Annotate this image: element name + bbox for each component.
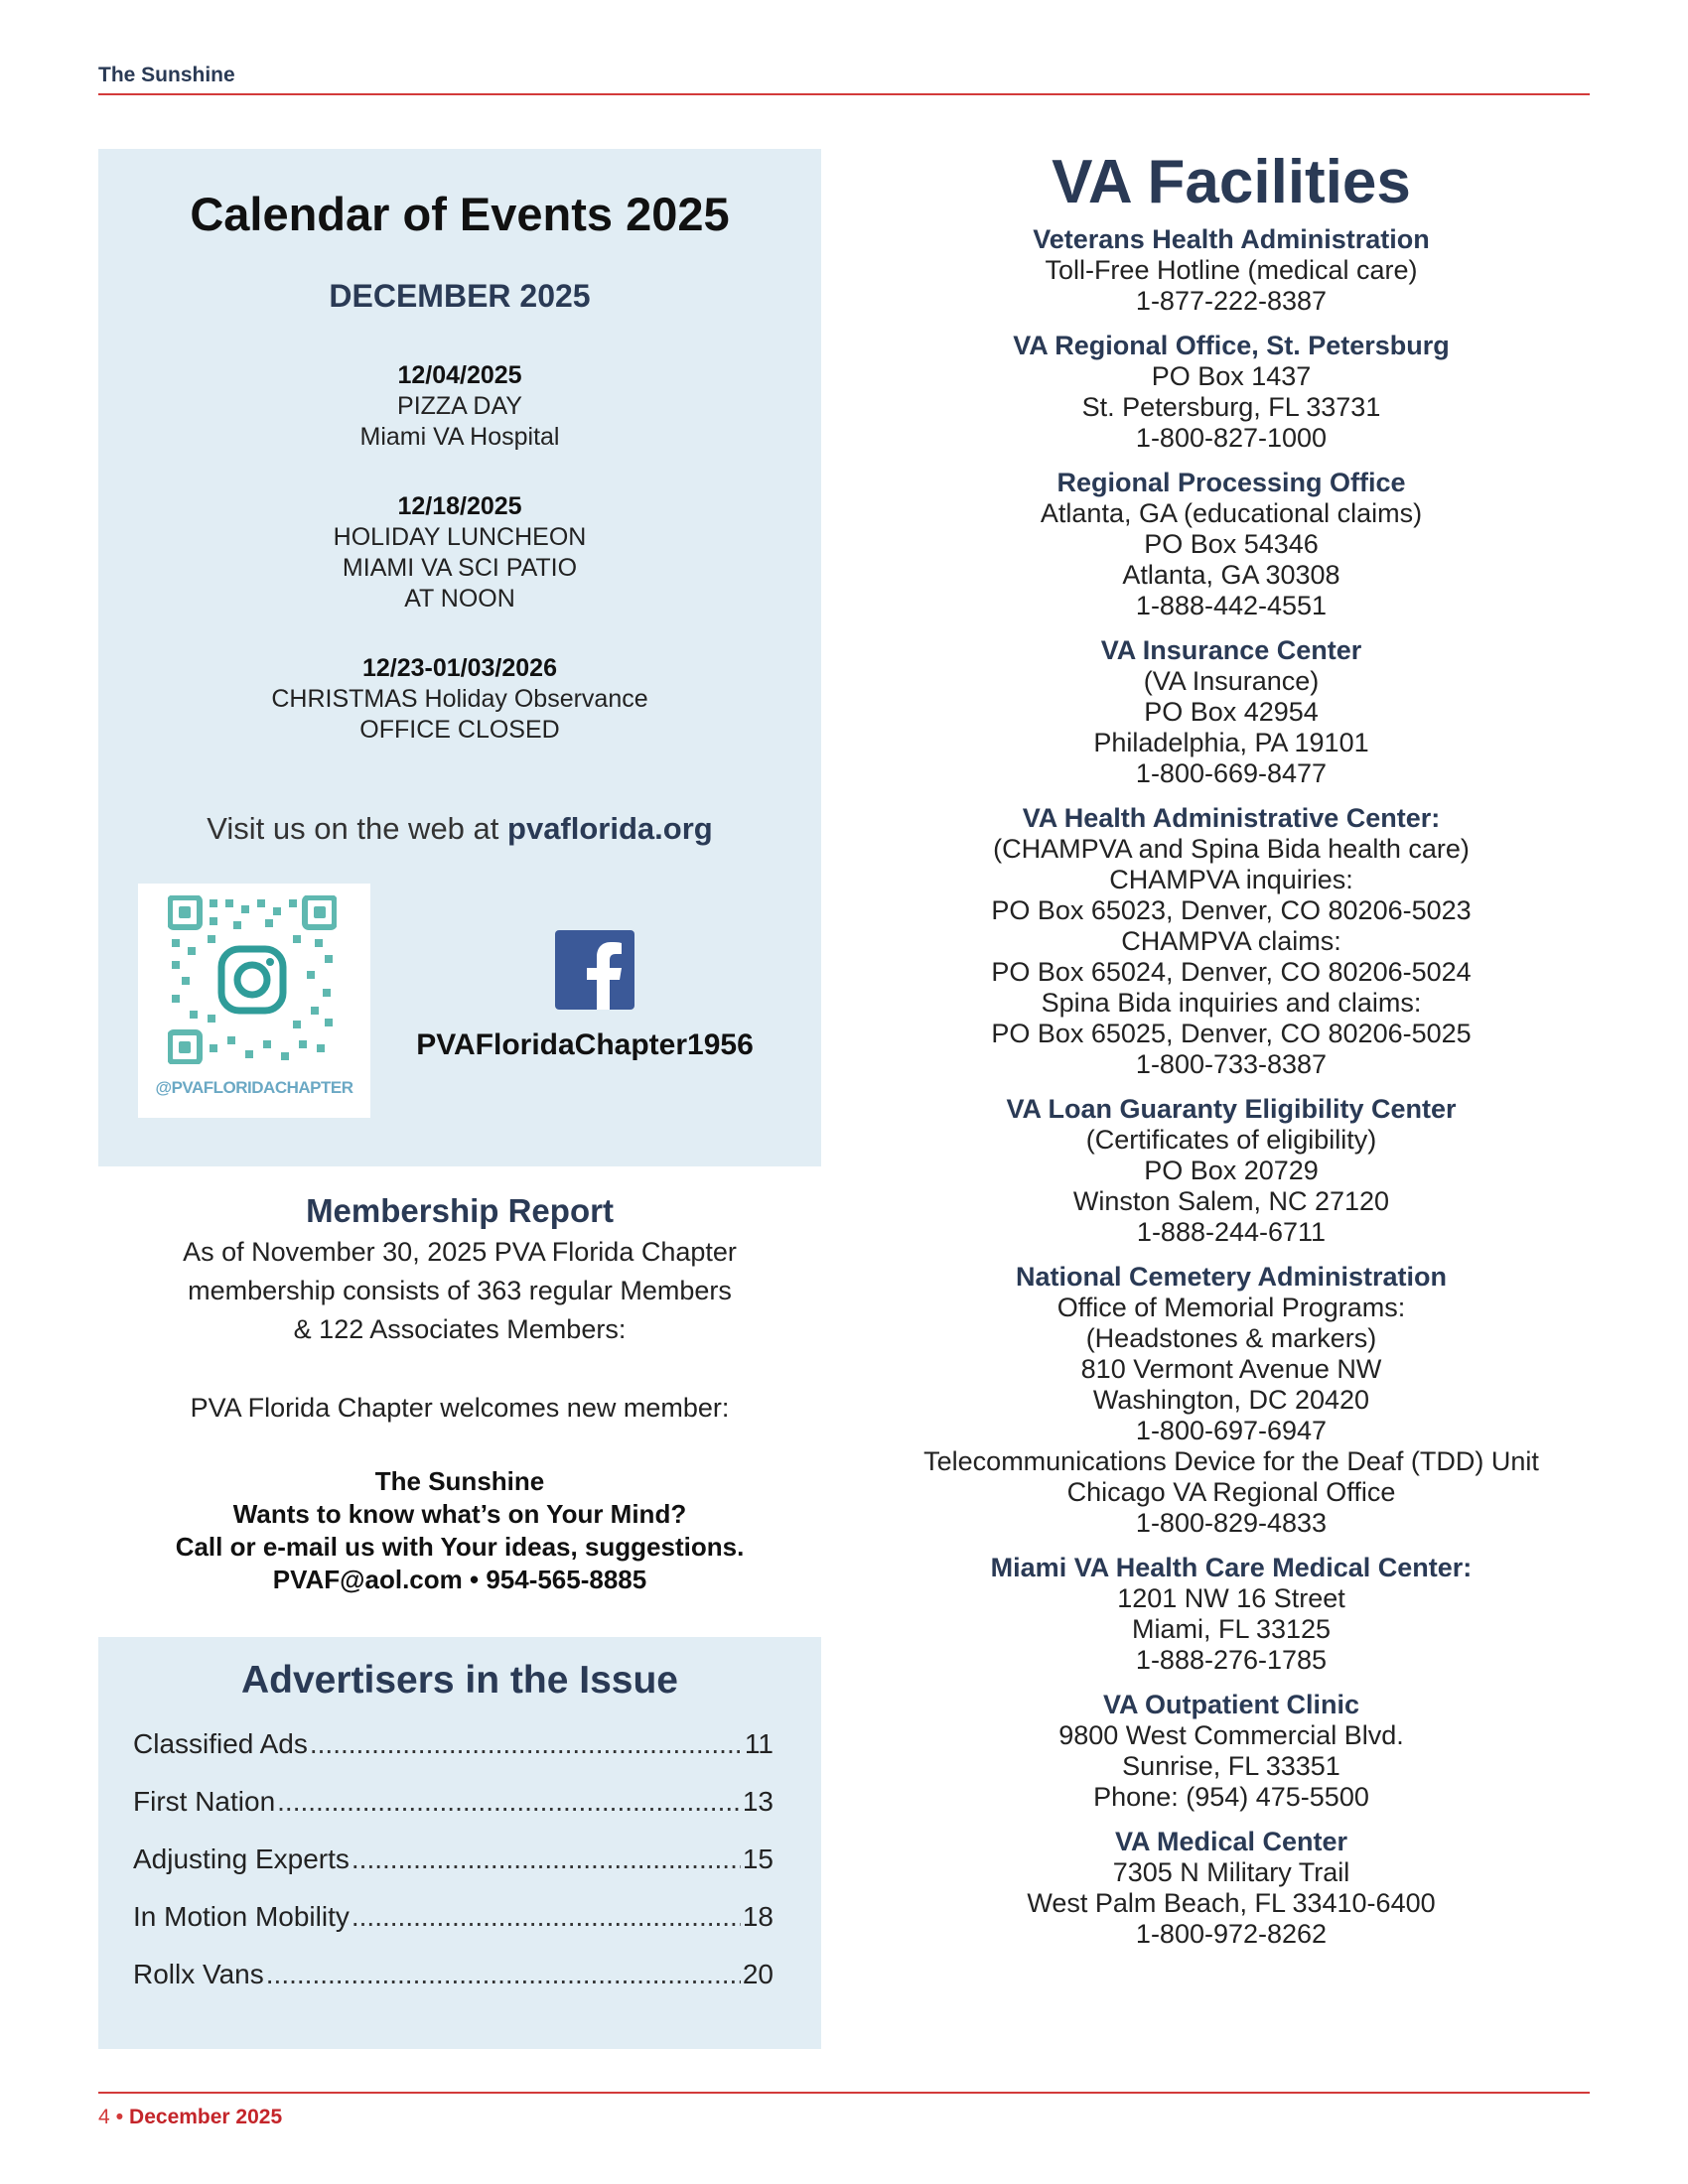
facility-line: PO Box 65023, Denver, CO 80206-5023	[991, 895, 1472, 925]
facility-line: CHAMPVA inquiries:	[1109, 865, 1353, 894]
advertiser-row	[133, 1728, 774, 1786]
event-date: 12/04/2025	[397, 361, 522, 389]
advertiser-name: First Nation	[133, 1786, 276, 1817]
facility-phone: 1-800-697-6947	[1135, 1416, 1328, 1445]
calendar-box	[98, 149, 821, 1166]
facility-line: Atlanta, GA (educational claims)	[1040, 498, 1423, 528]
facility-entry	[874, 331, 1589, 454]
facility-phone: 1-800-669-8477	[1135, 758, 1328, 788]
facility-entry	[874, 1690, 1589, 1813]
advertiser-name: Classified Ads	[133, 1728, 308, 1759]
advertiser-page: 20	[742, 1959, 774, 1989]
event-item	[98, 652, 821, 746]
facility-name: VA Outpatient Clinic	[1102, 1690, 1359, 1719]
facility-line: Chicago VA Regional Office	[1066, 1477, 1396, 1507]
facility-line: (CHAMPVA and Spina Bida health care)	[993, 834, 1470, 864]
event-item	[98, 490, 821, 614]
facility-line: PO Box 54346	[1144, 529, 1319, 559]
sunshine-contact	[98, 1465, 821, 1596]
facility-name: VA Insurance Center	[1100, 635, 1362, 665]
facility-line: PO Box 42954	[1144, 697, 1319, 727]
website-line	[98, 811, 821, 847]
facility-entry	[874, 1094, 1589, 1248]
facility-line: Washington, DC 20420	[1092, 1385, 1370, 1415]
advertisers-box	[98, 1637, 821, 2049]
advertisers-title: Advertisers in the Issue	[240, 1659, 678, 1702]
facility-line: (VA Insurance)	[1143, 666, 1320, 696]
membership-title: Membership Report	[306, 1192, 614, 1229]
event-date: 12/18/2025	[397, 492, 522, 520]
event-date: 12/23-01/03/2026	[361, 654, 557, 682]
advertiser-row	[133, 1901, 774, 1959]
facility-phone: 1-888-244-6711	[1136, 1217, 1327, 1247]
facility-name: Miami VA Health Care Medical Center:	[990, 1553, 1473, 1582]
facility-line: (Certificates of eligibility)	[1085, 1125, 1377, 1155]
qr-caption: @PVAFLORIDACHAPTER	[155, 1078, 353, 1097]
facility-line: (Headstones & markers)	[1085, 1323, 1377, 1353]
membership-line: & 122 Associates Members:	[293, 1314, 627, 1344]
va-facilities-title: VA Facilities	[1052, 148, 1411, 216]
instagram-qr-code[interactable]	[138, 884, 370, 1118]
visit-prefix: Visit us on the web at	[207, 811, 499, 846]
facility-entry	[874, 1262, 1589, 1539]
facility-entry	[874, 803, 1589, 1080]
event-detail: MIAMI VA SCI PATIO	[342, 554, 578, 582]
advertiser-name: In Motion Mobility	[133, 1901, 350, 1932]
event-detail: CHRISTMAS Holiday Observance	[271, 685, 648, 713]
event-detail: OFFICE CLOSED	[359, 716, 560, 744]
facility-entry	[874, 635, 1589, 789]
calendar-month: DECEMBER 2025	[329, 278, 591, 314]
advertiser-row	[133, 1959, 774, 2016]
advertiser-page: 13	[742, 1786, 774, 1817]
footer-separator: •	[115, 2106, 124, 2128]
facility-line: Philadelphia, PA 19101	[1093, 728, 1369, 757]
qr-code-icon	[168, 895, 337, 1064]
advertiser-name: Adjusting Experts	[133, 1843, 350, 1874]
dot-leader	[352, 1843, 741, 1875]
facility-phone: 1-888-276-1785	[1135, 1645, 1328, 1675]
event-item	[98, 359, 821, 453]
sunshine-contact-line[interactable]: PVAF@aol.com • 954-565-8885	[272, 1565, 647, 1594]
membership-line: As of November 30, 2025 PVA Florida Chapter	[183, 1237, 737, 1267]
facility-line: Winston Salem, NC 27120	[1072, 1186, 1390, 1216]
calendar-title: Calendar of Events 2025	[190, 188, 730, 240]
facility-line: 1201 NW 16 Street	[1117, 1583, 1345, 1613]
facility-entry	[874, 1827, 1589, 1950]
facility-line: Spina Bida inquiries and claims:	[1041, 988, 1422, 1018]
facility-line: PO Box 1437	[1151, 361, 1312, 391]
facility-line: 810 Vermont Avenue NW	[1080, 1354, 1382, 1384]
event-detail: PIZZA DAY	[397, 392, 522, 420]
facility-name: VA Regional Office, St. Petersburg	[1013, 331, 1450, 360]
facebook-handle[interactable]: PVAFloridaChapter1956	[416, 1028, 754, 1061]
facility-name: National Cemetery Administration	[1015, 1262, 1448, 1292]
facebook-icon[interactable]	[555, 930, 634, 1010]
facility-line: PO Box 65024, Denver, CO 80206-5024	[991, 957, 1472, 987]
facility-phone: 1-800-972-8262	[1135, 1919, 1328, 1949]
sunshine-line: Call or e-mail us with Your ideas, suggestions.	[175, 1532, 745, 1562]
event-list	[98, 359, 821, 783]
facility-line: West Palm Beach, FL 33410-6400	[1027, 1888, 1436, 1918]
page-footer	[98, 2092, 1590, 2128]
facility-phone: Phone: (954) 475-5500	[1093, 1782, 1369, 1812]
facility-name: Veterans Health Administration	[1033, 224, 1430, 254]
website-link[interactable]: pvaflorida.org	[507, 811, 713, 846]
facility-line: Office of Memorial Programs:	[1056, 1293, 1406, 1322]
advertisers-list	[133, 1728, 774, 2016]
facility-phone: 1-877-222-8387	[1135, 286, 1328, 316]
facility-line: PO Box 65025, Denver, CO 80206-5025	[991, 1019, 1472, 1048]
advertiser-page: 18	[742, 1901, 774, 1932]
facility-line: 7305 N Military Trail	[1112, 1857, 1350, 1887]
dot-leader	[277, 1786, 741, 1818]
membership-body	[98, 1233, 821, 1349]
facility-phone: 1-800-829-4833	[1135, 1508, 1328, 1538]
facility-line: Miami, FL 33125	[1131, 1614, 1332, 1644]
facility-line: Toll-Free Hotline (medical care)	[1045, 255, 1418, 285]
facility-entry	[874, 224, 1589, 317]
advertiser-row	[133, 1786, 774, 1843]
sunshine-line: Wants to know what’s on Your Mind?	[232, 1499, 687, 1529]
advertiser-page: 15	[742, 1843, 774, 1874]
event-detail: HOLIDAY LUNCHEON	[333, 523, 587, 551]
facility-entry	[874, 1553, 1589, 1676]
facility-line: 9800 West Commercial Blvd.	[1058, 1720, 1404, 1750]
facility-phone: 1-888-442-4551	[1135, 591, 1328, 620]
event-detail: AT NOON	[404, 585, 515, 613]
facility-name: VA Health Administrative Center:	[1022, 803, 1441, 833]
membership-line: membership consists of 363 regular Members	[188, 1276, 732, 1305]
facility-name: VA Loan Guaranty Eligibility Center	[1006, 1094, 1457, 1124]
footer-text	[98, 2106, 282, 2129]
advertiser-row	[133, 1843, 774, 1901]
facility-line: Atlanta, GA 30308	[1122, 560, 1340, 590]
page-header	[98, 64, 1590, 95]
facility-line: Sunrise, FL 33351	[1122, 1751, 1340, 1781]
dot-leader	[266, 1959, 741, 1990]
facility-name: Regional Processing Office	[1056, 468, 1406, 497]
facility-name: VA Medical Center	[1114, 1827, 1348, 1856]
page-number: 4	[98, 2106, 110, 2128]
facility-line: Telecommunications Device for the Deaf (TDD) Unit	[923, 1446, 1539, 1476]
dot-leader	[352, 1901, 741, 1933]
facility-line: St. Petersburg, FL 33731	[1081, 392, 1381, 422]
event-detail: Miami VA Hospital	[359, 423, 560, 451]
va-facilities	[874, 143, 1589, 1964]
membership-welcome: PVA Florida Chapter welcomes new member:	[190, 1393, 730, 1423]
dot-leader	[310, 1728, 743, 1760]
membership-report	[98, 1189, 821, 1596]
facility-entry	[874, 468, 1589, 621]
issue-date: December 2025	[129, 2106, 283, 2128]
facility-line: PO Box 20729	[1144, 1156, 1319, 1185]
sunshine-line: The Sunshine	[374, 1466, 545, 1496]
facility-phone: 1-800-733-8387	[1135, 1049, 1328, 1079]
advertiser-page: 11	[744, 1728, 774, 1759]
advertiser-name: Rollx Vans	[133, 1959, 264, 1989]
facility-phone: 1-800-827-1000	[1135, 423, 1328, 453]
publication-title: The Sunshine	[98, 64, 235, 86]
facility-line: CHAMPVA claims:	[1121, 926, 1341, 956]
